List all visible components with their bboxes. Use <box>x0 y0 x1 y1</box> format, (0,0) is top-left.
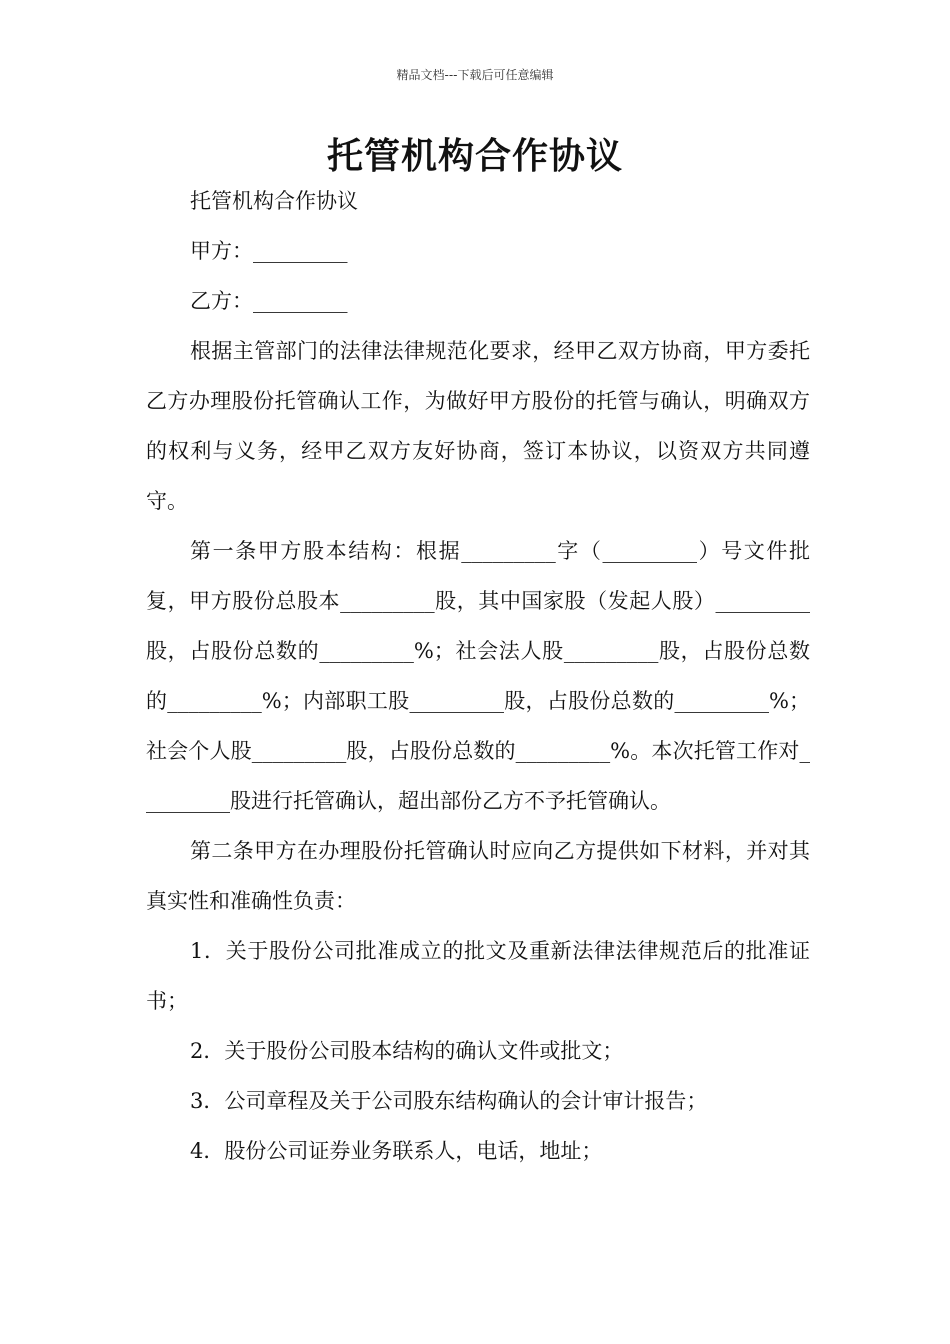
list-item-1: 1．关于股份公司批准成立的批文及重新法律法律规范后的批准证书； <box>146 939 810 1013</box>
party-a-line: 甲方：_________ <box>190 239 348 263</box>
party-b-line: 乙方：_________ <box>190 289 348 313</box>
article-1-paragraph: 第一条甲方股本结构：根据_________字（_________）号文件批复，甲方股份总股本_________股，其中国家股（发起人股）_________股，占股份总数的_________%；社会法人股_________股，占股份总数的_________%；内部职工股_________股，占股份总数的_________%；社会个人股_________股，占股份总数的_________%。本次托管工作对_________股进行托管确认，超出部份乙方不予托管确认。 <box>146 539 810 813</box>
list-item-3: 3．公司章程及关于公司股东结构确认的会计审计报告； <box>190 1089 708 1113</box>
article-2-paragraph: 第二条甲方在办理股份托管确认时应向乙方提供如下材料，并对其真实性和准确性负责： <box>146 839 810 913</box>
header-note: 精品文档---下载后可任意编辑 <box>396 68 554 82</box>
document-title: 托管机构合作协议 <box>326 136 623 177</box>
list-item-2: 2．关于股份公司股本结构的确认文件或批文； <box>190 1039 624 1063</box>
preamble-paragraph: 根据主管部门的法律法律规范化要求，经甲乙双方协商，甲方委托乙方办理股份托管确认工作，为做好甲方股份的托管与确认，明确双方的权利与义务，经甲乙双方友好协商，签订本协议，以资双方共同遵守。 <box>146 339 810 513</box>
document-body <box>146 176 810 1176</box>
list-item-4: 4．股份公司证券业务联系人，电话，地址； <box>190 1139 603 1163</box>
subtitle-paragraph: 托管机构合作协议 <box>190 189 358 213</box>
